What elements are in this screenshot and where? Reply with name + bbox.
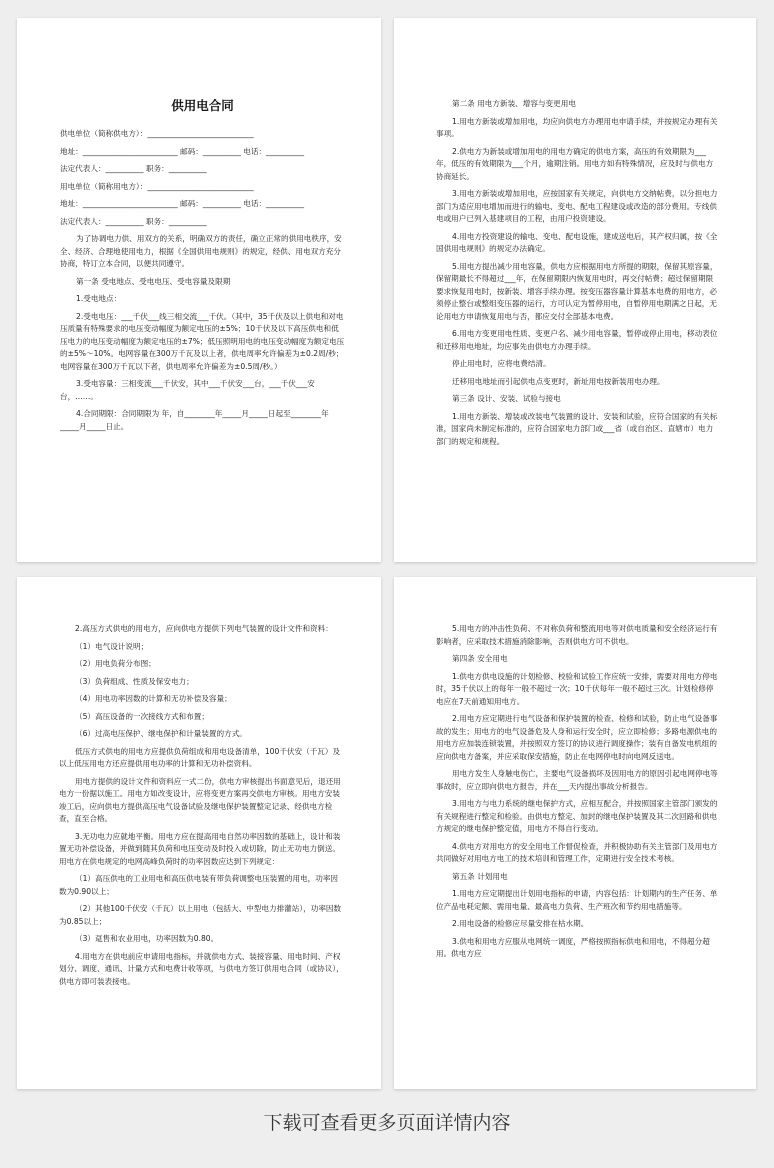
document-page-4	[394, 577, 756, 1089]
paragraph: 第一条 受电地点、受电电压、受电容量及限期	[76, 276, 231, 286]
paragraph: 第五条 计划用电	[452, 871, 508, 881]
paragraph: 2.受电电压：___千伏___线三相交流___千伏。（其中，35千伏及以上供电和对电压质量有特殊要求的电压变动幅度为额定电压的±5%；10千伏及以下高压供电和低压电力的电压变动幅度为额定电压的±7%；低压照明用电的电压变动幅度为额定电压的±5%～10%。电网容量在300万千瓦及以上者，供电周率允许偏差为±0.2周/秒；电网容量在300万千瓦以下者，供电周率允许偏差为±0.5周/秒。）	[60, 311, 345, 371]
paragraph: 低压方式供电的用电方应提供负荷组成和用电设备清单，100千伏安（千瓦）及以上低压用电方还应提供用电功率的计算和无功补偿资料。	[59, 746, 341, 768]
paragraph: 为了协调电力供、用双方的关系，明确双方的责任，确立正常的供用电秩序，安全、经济、合理地使用电力，根据《全国供用电规则》的规定，经供、用电双方充分协商，特订立本合同，以便共同遵守。	[60, 234, 342, 268]
paragraph: 地址：_________________________ 邮码：__________ 电话：__________	[60, 146, 305, 156]
paragraph: 5.用电方提出减少用电容量，供电方应根据用电方所提的期限，保留其原容量，保留期最长不得超过___年，在保留期限内恢复用电时，再交付帖费；超过保留期限要求恢复用电时，按新装、增容手续办理。按变压器容量计算基本电费的用电方，必须停止整台或整组变压器的运行，方可认定为暂停用电，自暂停用电期满之日起，无论用电方申请恢复用电与否，都应交付全部基本电费。	[436, 261, 718, 321]
paragraph: 3.用电方与电力系统的继电保护方式，应相互配合，并按照国家主管部门颁发的有关规程进行整定和检验。由供电方整定、加封的继电保护装置及其二次回路和供电方规定的继电保护整定值，用电方不得自行变动。	[436, 799, 718, 833]
paragraph: 4.合同期限：合同期限为 年，自________年_____月_____日起至________年_____月_____日止。	[60, 409, 329, 431]
paragraph: 3.无功电力应就地平衡。用电方应在提高用电自然功率因数的基础上，设计和装置无功补偿设备，并做到随其负荷和电压变动及时投入或切除，防止无功电力倒送。用电方在供电规定的电网高峰负荷时的功率因数应达到下列规定：	[59, 831, 341, 866]
paragraph: 1.用电方应定期提出计划用电指标的申请，内容包括：计划期内的生产任务、单位产品电耗定额、需用电量、最高电力负荷、生产班次和节约用电措施等。	[436, 889, 718, 911]
download-more-notice[interactable]: 下载可查看更多页面详情内容	[263, 1112, 511, 1134]
paragraph: 2.供电方为新装或增加用电的用电方确定的供电方案，高压的有效期限为___年，低压的有效期限为___个月，逾期注销。用电方如有特殊情况，应及时与供电方协商延长。	[436, 146, 714, 181]
paragraph: 2.高压方式供电的用电方，应向供电方提供下列电气装置的设计文件和资料：	[75, 624, 333, 633]
page-body	[60, 128, 345, 433]
paragraph: 4.用电方在供电前应申请用电指标，并就供电方式、装接容量、用电时间、产权划分、调度、通讯、计量方式和电费计收等项，与供电方签订供用电合同（或协议），供电方即可装表接电。	[59, 951, 344, 986]
paragraph: 法定代表人：__________ 职务：__________	[60, 164, 207, 173]
paragraph: （1）电气设计说明；	[75, 641, 149, 651]
paragraph: （5）高压设备的一次接线方式和布置；	[75, 711, 209, 721]
paragraph: 第二条 用电方新装、增容与变更用电	[452, 99, 576, 108]
paragraph: （6）过高电压保护、继电保护和计量装置的方式。	[75, 729, 247, 738]
paragraph: 法定代表人：__________ 职务：__________	[60, 216, 207, 226]
paragraph: （3）负荷组成、性质及保安电力；	[75, 676, 194, 686]
page-body	[436, 98, 720, 448]
paragraph: （1）高压供电的工业用电和高压供电装有带负荷调整电压装置的用电，功率因数为0.90以上；	[59, 874, 339, 896]
page-body	[436, 623, 720, 961]
paragraph: 用电单位（简称用电方）：____________________________	[60, 181, 254, 191]
contract-title: 供用电合同	[171, 98, 234, 113]
paragraph: （2）用电负荷分布图；	[75, 659, 156, 668]
paragraph: 第四条 安全用电	[452, 654, 508, 663]
paragraph: 供电单位（简称供电方）：____________________________	[60, 129, 254, 138]
paragraph: 4.用电方投资建设的输电、变电、配电设施，建成送电后，其产权归属，按《全国供用电规则》的规定办法确定。	[436, 231, 718, 253]
paragraph: 3.受电容量：三相变流___千伏安，其中___千伏安___台，___千伏___安台，……。	[60, 379, 315, 401]
paragraph: 停止用电时，应将电费结清。	[452, 359, 551, 368]
paragraph: 5.用电方的冲击性负荷、不对称负荷和整流用电等对供电质量和安全经济运行有影响者，应采取技术措施消除影响，否则供电方可不供电。	[436, 624, 718, 646]
paragraph: 6.用电方变更用电性质、变更户名、减少用电容量，暂停或停止用电，移动表位和迁移用电地址，均应事先由供电方办理手续。	[436, 329, 718, 351]
paragraph: 2.用电设备的检修应尽量安排在枯水期。	[452, 919, 589, 928]
document-page-3	[17, 577, 381, 1089]
paragraph: （3）趸售和农业用电，功率因数为0.80。	[75, 934, 219, 943]
paragraph: 1.用电方新装或增加用电，均应向供电方办理用电申请手续，并按规定办理有关事项。	[436, 116, 718, 138]
paragraph: 迁移用电地址而引起供电点变更时，新址用电按新装用电办理。	[452, 376, 665, 386]
document-page-2	[394, 18, 756, 562]
paragraph: （2）其他100千伏安（千瓦）以上用电（包括大、中型电力排灌站），功率因数为0.85以上；	[59, 904, 342, 926]
page-body	[59, 623, 345, 988]
paragraph: 3.用电方新装或增加用电，应按国家有关规定，向供电方交纳帖费，以分担电力部门为适应用电增加而进行的输电、变电、配电工程建设或改造的部分费用。专线供电或用户已列入基建项目的工程，由用户投资建设。	[436, 189, 718, 223]
paragraph: （4）用电功率因数的计算和无功补偿及容量；	[75, 694, 232, 703]
paragraph: 2.用电方应定期进行电气设备和保护装置的检查、检修和试验，防止电气设备事故的发生；用电方的电气设备危及人身和运行安全时，应立即检修；多路电源供电的用电方应加装连锁装置，并按照双方签订的协议进行调度操作；装有自备发电机组的应向供电方备案，并应采取保安措施，防止在电网停电时向电网反送电。	[436, 714, 718, 761]
paragraph: 1.供电方供电设施的计划检修、校验和试验工作应统一安排，需要对用电方停电时，35千伏以上的每年一般不超过一次；10千伏每年一般不超过三次。计划检修停电应在7天前通知用电方。	[436, 671, 718, 706]
paragraph: 用电方发生人身触电伤亡，主要电气设备损坏及因用电方的原因引起电网停电等事故时，应立即向供电方报告，并在___天内提出事故分析报告。	[436, 769, 718, 791]
paragraph: 第三条 设计、安装、试验与接电	[452, 394, 561, 403]
paragraph: 1.用电方新装、增装或改装电气装置的设计、安装和试验，应符合国家的有关标准，国家尚未制定标准的，应符合国家电力部门或___省（或自治区、直辖市）电力部门的规定和规程。	[436, 411, 718, 446]
paragraph: 1.受电地点：	[76, 294, 122, 303]
paragraph: 3.供电和用电方应服从电网统一调度，严格按照指标供电和用电，不得超分超用。供电方应	[436, 936, 710, 958]
paragraph: 用电方提供的设计文件和资料应一式二份，供电方审核提出书面意见后，退还用电方一份据以施工。用电方如改变设计，应将变更方案再交供电方审核。用电方安装竣工后，应向供电方提供高压电气设备试验及继电保护装置整定记录、经供电方检查，直至合格。	[59, 776, 341, 823]
document-page-1	[17, 18, 381, 562]
paragraph: 地址：_________________________ 邮码：__________ 电话：__________	[60, 199, 305, 208]
paragraph: 4.供电方对用电方的安全用电工作督促检查，并积极协助有关主管部门及用电方共同做好对用电方电工的技术培训和管理工作，定期进行安全技术考核。	[436, 841, 718, 863]
